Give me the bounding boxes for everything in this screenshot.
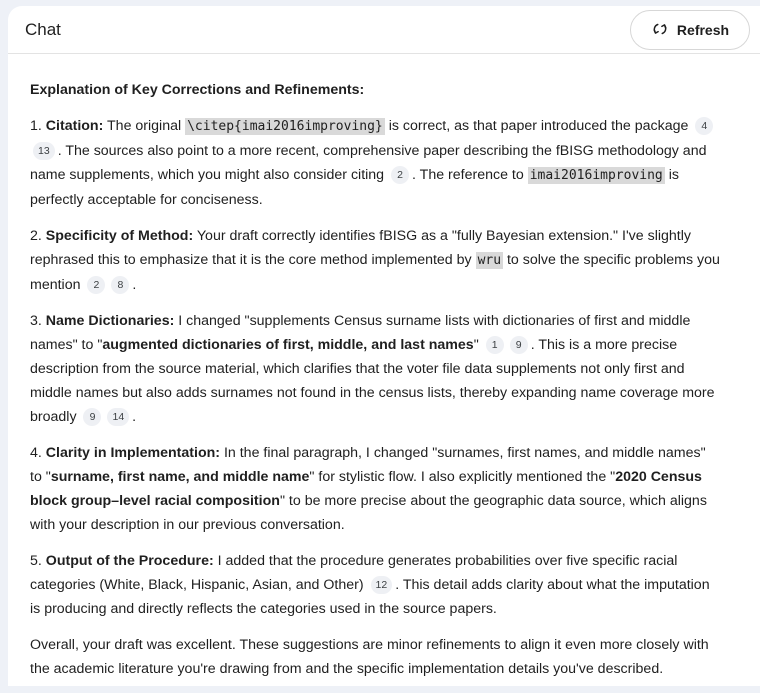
- closing-paragraph: Overall, your draft was excellent. These suggestions are minor refinements to align it even more closely with the academic literature you're drawing from and the specific implementation details you've described.: [30, 637, 709, 677]
- chat-header: [8, 6, 760, 54]
- item-text: ": [473, 337, 483, 353]
- list-item: [30, 441, 720, 537]
- bold-phrase: surname, first name, and middle name: [50, 469, 310, 485]
- item-text: . This is a more precise description from the source material, which clarifies that the voter file data supplements not only first and middle names but also adds surnames not found in the census lists, thereby expanding name coverage more broadly: [30, 337, 715, 425]
- item-text: to solve the specific problems you mention: [30, 252, 720, 293]
- citation-chip[interactable]: 2: [87, 276, 105, 294]
- item-number: 2.: [30, 228, 42, 244]
- item-number: 3.: [30, 313, 42, 329]
- item-number: 5.: [30, 553, 42, 569]
- item-number: 4.: [30, 445, 42, 461]
- item-text: I added that the procedure generates probabilities over five specific racial categories (White, Black, Hispanic, Asian, and Other): [30, 553, 678, 593]
- citation-chip[interactable]: 13: [33, 142, 55, 160]
- citation-chip[interactable]: 14: [107, 408, 129, 426]
- list-item: [30, 114, 720, 212]
- item-text: .: [132, 409, 137, 425]
- citation-chip[interactable]: 9: [83, 408, 101, 426]
- item-number: 1.: [30, 118, 42, 134]
- item-label: Name Dictionaries:: [45, 313, 175, 329]
- item-text: Your draft correctly identifies fBISG as a "fully Bayesian extension." I've slightly rephrased this to emphasize that it is the core method implemented by: [30, 228, 691, 268]
- item-text: " for stylistic flow. I also explicitly mentioned the ": [309, 469, 616, 485]
- item-label: Citation:: [45, 118, 104, 134]
- bold-phrase: 2020 Census block group–level racial composition: [30, 469, 702, 509]
- refresh-icon: [651, 20, 669, 41]
- citation-chip[interactable]: 1: [486, 336, 504, 354]
- list-item: [30, 224, 720, 297]
- item-text: In the final paragraph, I changed "surnames, first names, and middle names" to ": [30, 445, 706, 485]
- refresh-button[interactable]: [630, 10, 750, 50]
- bold-phrase: augmented dictionaries of first, middle, and last names: [102, 337, 474, 353]
- item-text: The original: [107, 118, 186, 134]
- chat-panel: [8, 6, 760, 686]
- item-label: Specificity of Method:: [45, 228, 194, 244]
- item-text: .: [132, 277, 137, 293]
- citation-chip[interactable]: 2: [391, 166, 409, 184]
- message-body: [30, 78, 720, 693]
- item-text: is perfectly acceptable for conciseness.: [30, 167, 679, 208]
- item-text: I changed "supplements Census surname lists with dictionaries of first and middle names" to ": [30, 313, 691, 353]
- item-text: . The sources also point to a more recent, comprehensive paper describing the fBISG methodology and name supplements, which you might also consider citing: [30, 143, 707, 183]
- inline-code: \citep{imai2016improving}: [187, 119, 383, 134]
- item-text: . This detail adds clarity about what the imputation is producing and directly reflects the categories used in the source papers.: [30, 577, 710, 617]
- item-text: " to be more precise about the geographic data source, which aligns with your description in our previous conversation.: [30, 493, 707, 533]
- item-text: . The reference to: [412, 167, 528, 183]
- inline-code: imai2016improving: [529, 168, 663, 183]
- page-title: Chat: [25, 20, 61, 39]
- citation-chip[interactable]: 8: [111, 276, 129, 294]
- refresh-label: Refresh: [676, 22, 730, 38]
- citation-chip[interactable]: 12: [371, 576, 393, 594]
- item-label: Clarity in Implementation:: [45, 445, 221, 461]
- inline-code: wru: [477, 253, 502, 268]
- item-label: Output of the Procedure:: [45, 553, 214, 569]
- item-text: is correct, as that paper introduced the package: [384, 118, 693, 134]
- list-item: [30, 549, 720, 621]
- citation-chip[interactable]: 9: [510, 336, 528, 354]
- message-heading: Explanation of Key Corrections and Refinements:: [30, 82, 365, 98]
- list-item: [30, 309, 720, 429]
- citation-chip[interactable]: 4: [695, 117, 713, 135]
